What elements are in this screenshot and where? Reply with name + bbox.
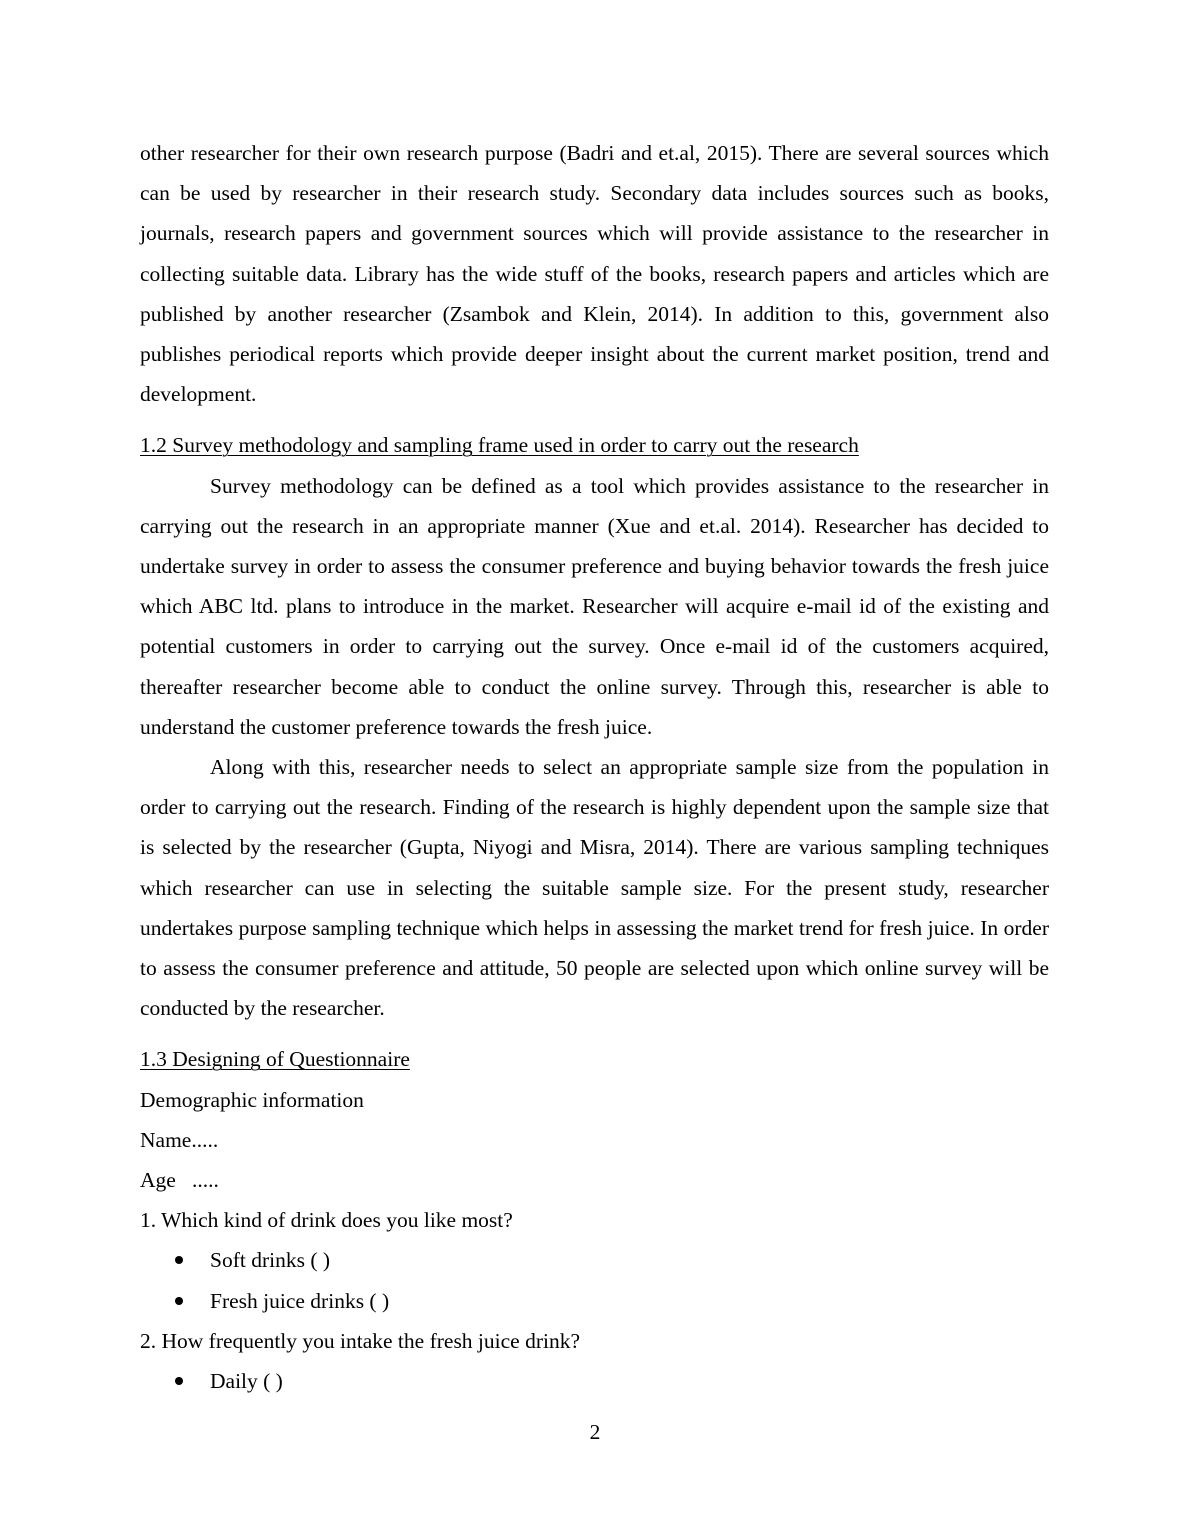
question-2: 2. How frequently you intake the fresh juice drink? bbox=[140, 1328, 581, 1353]
paragraph-secondary-data: other researcher for their own research purpose (Badri and et.al, 2015). There are several sources which can be used by researcher in their research study. Secondary data includes sources such as books, journals, research papers and government sources which will provide assistance to the researcher in collecting suitable data. Library has the wide stuff of the books, research papers and articles which are published by another researcher (Zsambok and Klein, 2014). In addition to this, government also publishes periodical reports which provide deeper insight about the current market position, trend and development. bbox=[140, 141, 1049, 407]
document-page bbox=[140, 133, 1049, 1401]
paragraph-sampling: Along with this, researcher needs to select an appropriate sample size from the population in order to carrying out the research. Finding of the research is highly dependent upon the sample size that is selected by the researcher (Gupta, Niyogi and Misra, 2014). There are various sampling techniques which researcher can use in selecting the suitable sample size. For the present study, researcher undertakes purpose sampling technique which helps in assessing the market trend for fresh juice. In order to assess the consumer preference and attitude, 50 people are selected upon which online survey will be conducted by the researcher. bbox=[140, 755, 1049, 1021]
demographic-label: Demographic information bbox=[140, 1087, 364, 1112]
option-fresh-juice: Fresh juice drinks ( ) bbox=[140, 1281, 1049, 1321]
question-2-options bbox=[140, 1361, 1049, 1401]
question-1: 1. Which kind of drink does you like most? bbox=[140, 1208, 513, 1233]
bullet-icon bbox=[175, 1297, 183, 1305]
age-field-label: Age ..... bbox=[140, 1168, 219, 1193]
page-number: 2 bbox=[589, 1420, 601, 1444]
heading-survey-methodology: 1.2 Survey methodology and sampling frame used in order to carry out the research bbox=[140, 433, 859, 458]
name-field-label: Name..... bbox=[140, 1127, 219, 1152]
option-soft-drinks: Soft drinks ( ) bbox=[140, 1240, 1049, 1280]
question-1-options bbox=[140, 1240, 1049, 1320]
option-daily: Daily ( ) bbox=[140, 1361, 1049, 1401]
bullet-icon bbox=[175, 1377, 183, 1385]
heading-questionnaire: 1.3 Designing of Questionnaire bbox=[140, 1047, 410, 1072]
paragraph-survey-methodology: Survey methodology can be defined as a tool which provides assistance to the researcher in carrying out the research in an appropriate manner (Xue and et.al. 2014). Researcher has decided to undertake survey in order to assess the consumer preference and buying behavior towards the fresh juice which ABC ltd. plans to introduce in the market. Researcher will acquire e-mail id of the existing and potential customers in order to carrying out the survey. Once e-mail id of the customers acquired, thereafter researcher become able to conduct the online survey. Through this, researcher is able to understand the customer preference towards the fresh juice. bbox=[140, 473, 1049, 739]
bullet-icon bbox=[175, 1256, 183, 1264]
